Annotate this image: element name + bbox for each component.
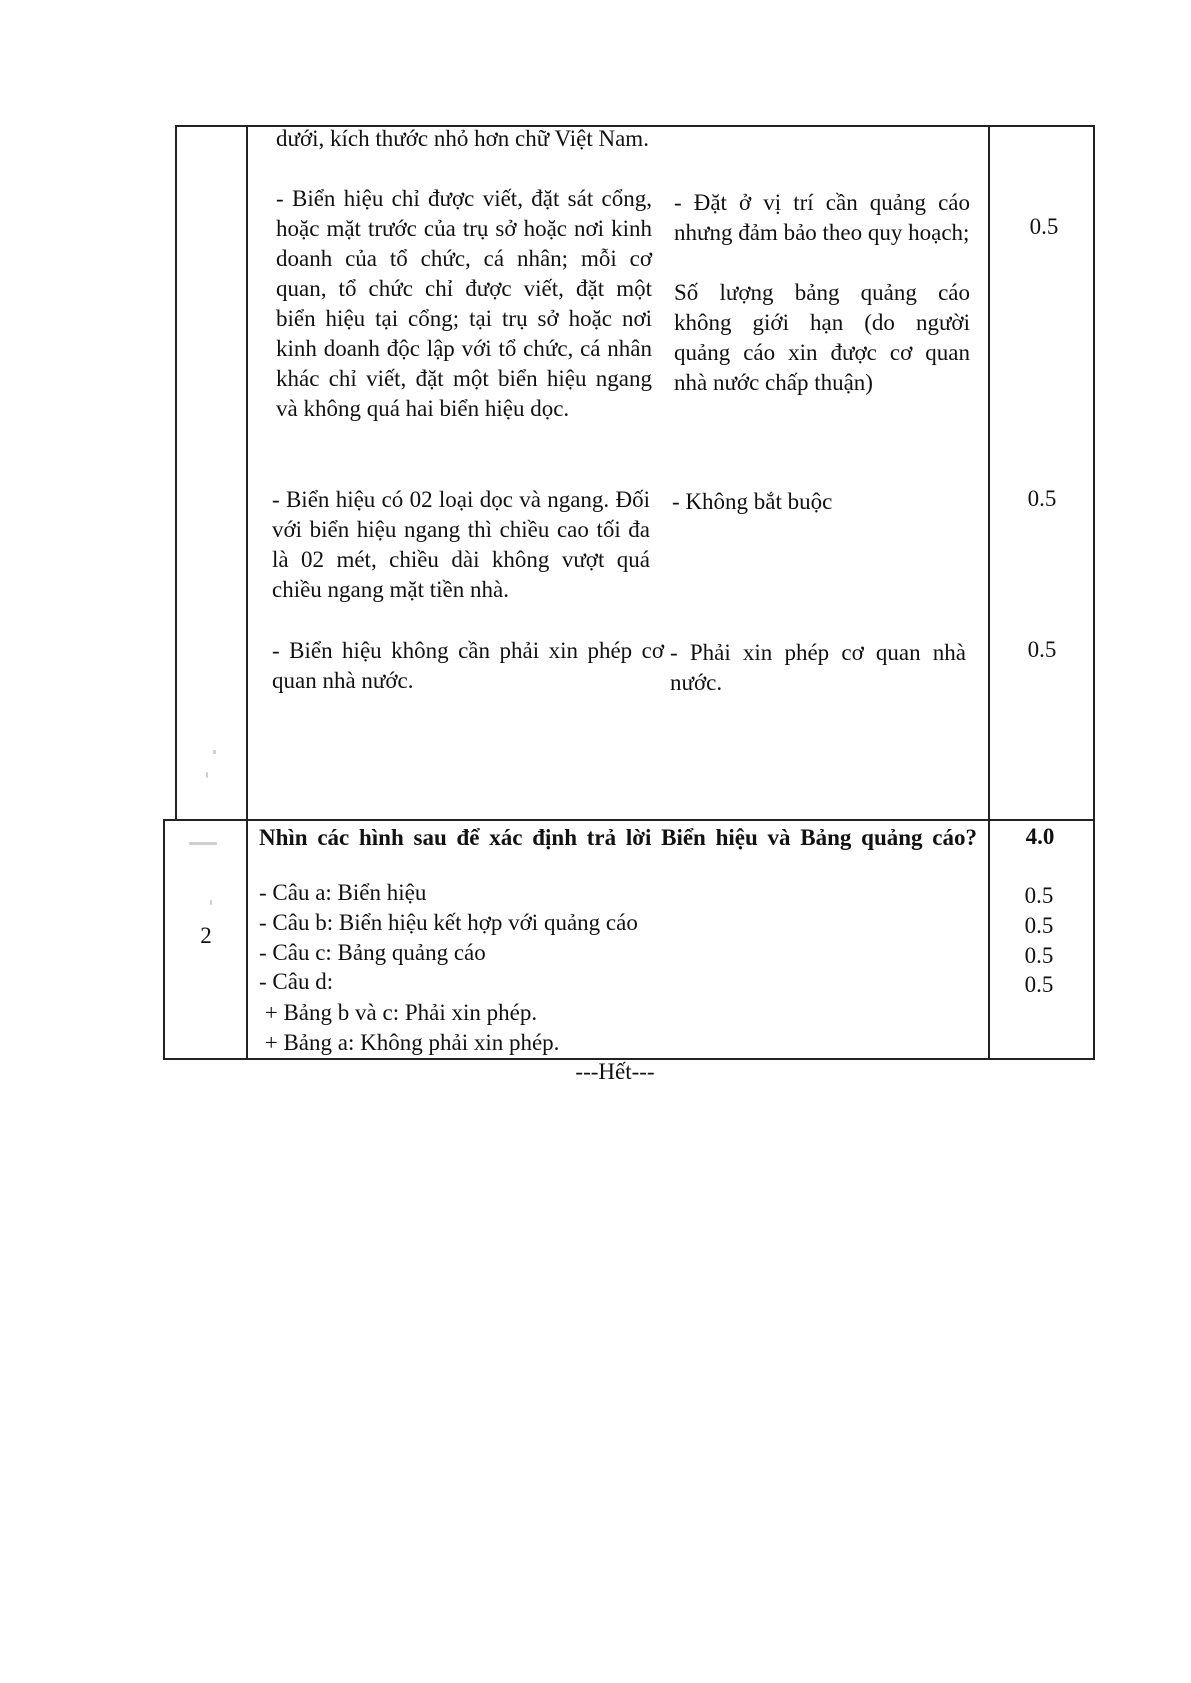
scan-speck (210, 900, 212, 905)
scan-speck (213, 750, 216, 754)
question-number: 2 (200, 923, 212, 948)
answer-c: - Câu c: Bảng quảng cáo (259, 940, 486, 965)
score-placement: 0.5 (1029, 214, 1059, 239)
question-title: Nhìn các hình sau để xác định trả lời Biển hiệu và Bảng quảng cáo? (259, 825, 977, 850)
answer-d: - Câu d: (259, 969, 334, 994)
answer-b: - Câu b: Biển hiệu kết hợp với quảng cáo (259, 910, 638, 935)
score-c: 0.5 (1024, 943, 1054, 968)
sign-placement-text: - Biển hiệu chỉ được viết, đặt sát cổng, hoặc mặt trước của trụ sở hoặc nơi kinh doanh của tổ chức, cá nhân; mỗi cơ quan, tổ chức chỉ được viết, đặt một biển hiệu tại cổng; tại trụ sở hoặc nơi kinh doanh độc lập với tổ chức, cá nhân khác chỉ viết, đặt một biển hiệu ngang và không quá hai biển hiệu dọc. (276, 186, 652, 421)
score-a: 0.5 (1024, 883, 1054, 908)
score-type: 0.5 (1027, 486, 1057, 511)
score-permit: 0.5 (1027, 637, 1057, 662)
table-left-border-row2 (163, 819, 165, 1060)
table-left-border-row1 (175, 125, 177, 820)
billboard-permit-text: - Phải xin phép cơ quan nhà nước. (670, 640, 966, 695)
score-b: 0.5 (1024, 913, 1054, 938)
billboard-size-text: - Không bắt buộc (672, 489, 833, 514)
billboard-placement-text: - Đặt ở vị trí cần quảng cáo nhưng đảm bảo theo quy hoạch; (674, 190, 970, 245)
column-divider-score-right (1093, 125, 1095, 1060)
column-divider-score-left (988, 125, 990, 1060)
billboard-quantity-text: Số lượng bảng quảng cáo không giới hạn (do người quảng cáo xin được cơ quan nhà nước chấp thuận) (674, 280, 970, 395)
answer-d-bc: + Bảng b và c: Phải xin phép. (259, 1000, 538, 1025)
scan-speck (206, 772, 208, 778)
answer-d-a: + Bảng a: Không phải xin phép. (259, 1030, 560, 1055)
sign-size-text: dưới, kích thước nhỏ hơn chữ Việt Nam. (276, 126, 649, 151)
answer-a: - Câu a: Biển hiệu (259, 880, 427, 905)
total-score: 4.0 (1025, 824, 1055, 849)
scan-speck (189, 842, 217, 845)
sign-permit-text: - Biển hiệu không cần phải xin phép cơ quan nhà nước. (272, 638, 664, 693)
column-divider-number (246, 125, 248, 1060)
score-d: 0.5 (1024, 972, 1054, 997)
sign-type-text: - Biển hiệu có 02 loại dọc và ngang. Đối với biển hiệu ngang thì chiều cao tối đa là 02 mét, chiều dài không vượt quá chiều ngang mặt tiền nhà. (272, 487, 650, 602)
end-marker: ---Hết--- (575, 1059, 655, 1084)
row-divider (163, 819, 1095, 821)
